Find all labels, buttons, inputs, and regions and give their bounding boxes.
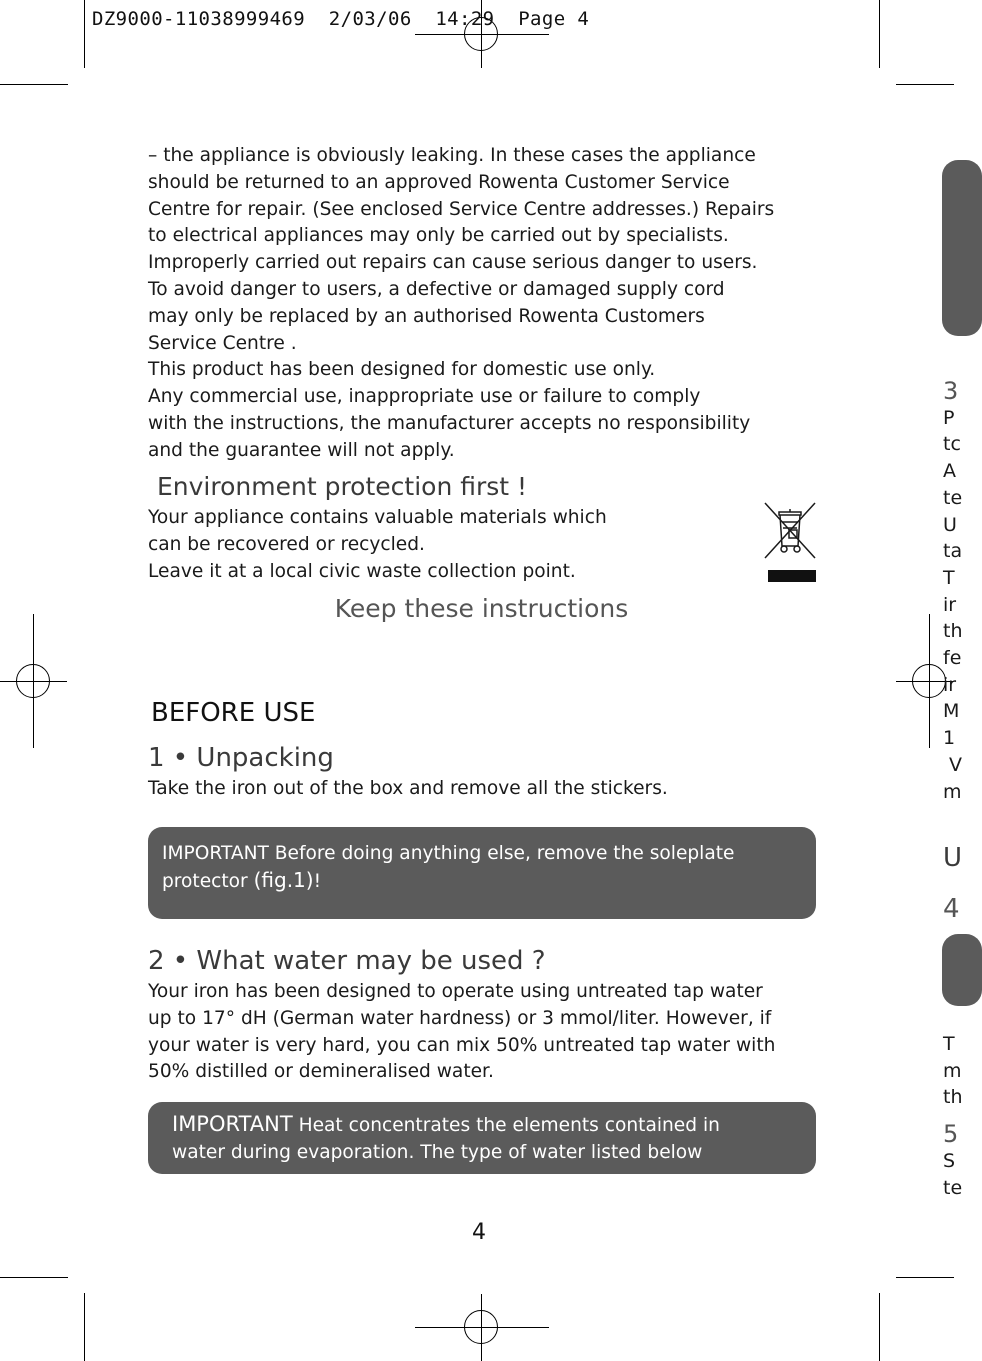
page-number: 4 [472,1220,486,1245]
crop-mark [0,84,68,85]
important-label: IMPORTANT [162,843,269,864]
text-line: Any commercial use, inappropriate use or failure to comply [148,386,701,408]
keep-instructions: Keep these instructions [334,594,629,623]
section-text: Take the iron out of the box and remove all the stickers. [148,778,668,799]
side-letter: V [943,753,963,776]
text-line: Service Centre . [148,332,297,354]
side-letter: ir [943,673,957,696]
side-letter: A [943,460,956,483]
text-line: your water is very hard, you can mix 50% untreated tap water with [148,1034,776,1056]
text-line: Centre for repair. (See enclosed Service Centre addresses.) Repairs [148,198,775,220]
side-letter: m [943,1059,962,1082]
side-letter: te [943,1177,963,1199]
important-text: ! [313,871,322,892]
registration-circle [912,664,946,698]
crop-mark [84,1293,85,1361]
side-letter: ir [943,593,957,616]
side-letter: 4 [943,894,960,924]
side-letter: P [943,406,955,429]
side-letter: U [943,513,957,536]
text-line: – the appliance is obviously leaking. In these cases the appliance [148,145,756,166]
side-column-text [943,378,963,805]
environment-text [148,504,708,585]
side-column-text [943,1121,963,1202]
text-line: and the guarantee will not apply. [148,439,455,461]
side-letter: T [943,1033,955,1055]
important-box [148,827,816,919]
before-use-heading: BEFORE USE [151,698,316,728]
side-letter: fe [943,647,962,670]
text-line: can be recovered or recycled. [148,534,425,555]
side-letter: M [943,700,960,723]
side-letter: tc [943,433,961,456]
important-line [162,867,802,895]
registration-circle [464,1310,498,1344]
important-label: IMPORTANT [172,1112,293,1136]
section-text [148,979,818,1086]
text-line: with the instructions, the manufacturer accepts no responsibility [148,412,751,434]
side-tab [942,160,982,336]
crop-mark [0,1277,68,1278]
print-header: DZ9000-11038999469 2/03/06 14:29 Page 4 [92,8,590,30]
side-letter: 3 [943,377,959,405]
text-line: may only be replaced by an authorised Rowenta Customers [148,305,705,327]
intro-paragraph [148,143,818,465]
side-letter: ta [943,540,963,563]
important-line [162,840,802,867]
side-column-text [943,1031,963,1111]
important-text: Before doing anything else, remove the soleplate [268,843,735,864]
text-line: 50% distilled or demineralised water. [148,1061,494,1083]
important-line [172,1111,792,1139]
side-letter: th [943,620,963,643]
side-letter: 5 [943,1120,959,1148]
text-line: This product has been designed for domestic use only. [148,359,656,381]
crop-mark [879,1293,880,1361]
crop-mark [879,0,880,68]
side-letter: m [943,780,962,803]
side-letter: 1 [943,727,956,750]
figure-reference: (fig.1) [253,868,314,892]
environment-title: Environment protection first ! [157,472,528,501]
crossed-bin-icon [762,500,818,584]
important-text: protector [162,871,254,892]
side-letter: th [943,1086,963,1109]
important-text: Heat concentrates the elements contained in [292,1115,720,1136]
important-line: water during evaporation. The type of water listed below [172,1142,703,1163]
text-line: up to 17° dH (German water hardness) or 3 mmol/liter. However, if [148,1007,772,1029]
important-box [148,1102,816,1174]
text-line: Your iron has been designed to operate using untreated tap water [148,981,763,1002]
text-line: Your appliance contains valuable materials which [148,507,607,528]
text-line: should be returned to an approved Rowenta Customer Service [148,171,730,193]
section-heading: 2 • What water may be used ? [148,946,546,976]
side-tab [942,934,982,1006]
section-heading: 1 • Unpacking [148,743,334,773]
registration-circle [16,664,50,698]
text-line: Improperly carried out repairs can cause serious danger to users. [148,252,758,274]
crop-mark [84,0,85,68]
crop-mark [896,84,954,85]
crop-mark [896,1277,954,1278]
text-line: Leave it at a local civic waste collection point. [148,561,576,582]
side-letter: T [943,566,955,589]
side-letter: S [943,1150,956,1172]
side-letter: U [943,843,963,873]
text-line: To avoid danger to users, a defective or damaged supply cord [148,278,725,300]
text-line: to electrical appliances may only be carried out by specialists. [148,225,729,247]
side-letter: te [943,486,963,509]
